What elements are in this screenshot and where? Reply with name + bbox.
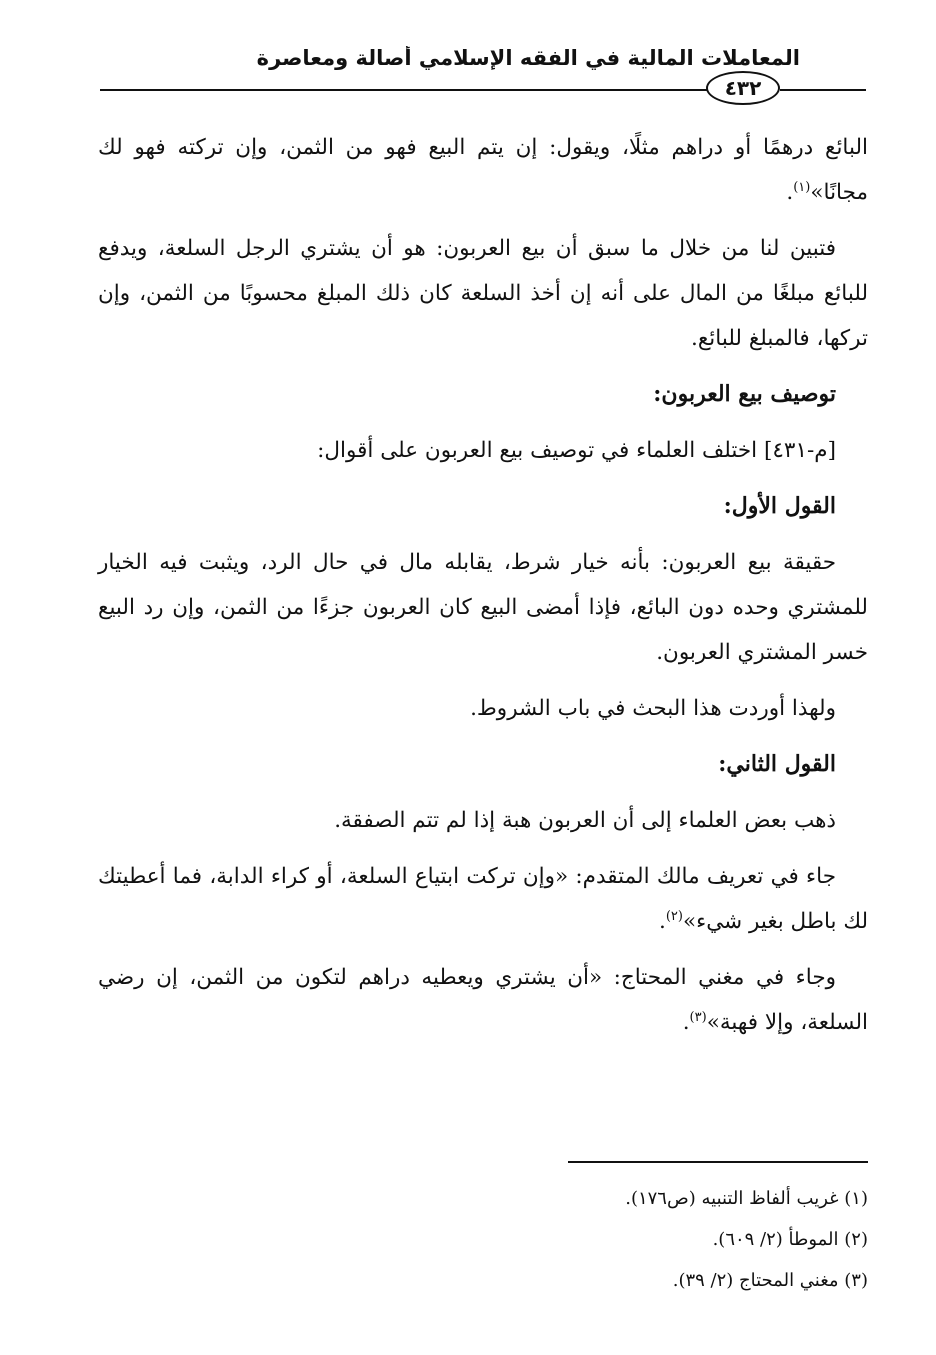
heading-classification: توصيف بيع العربون: (653, 381, 836, 407)
paragraph-6: ذهب بعض العلماء إلى أن العربون هبة إذا لم تتم الصفقة. (334, 808, 836, 833)
paragraph-2: فتبين لنا من خلال ما سبق أن بيع العربون: هو أن يشتري الرجل السلعة، ويدفع للبائع مبلغًا من المال على أنه إن أخذ السلعة كان ذلك المبلغ محسوبًا من الثمن، وإن تركها، فالمبلغ للبائع. (98, 236, 868, 351)
paragraph-1-end: . (786, 180, 794, 205)
footnote-ref-2: (٢) (665, 909, 683, 924)
footnote-2: (٢) الموطأ (٢/ ٦٠٩). (712, 1229, 868, 1250)
paragraph-1-text: البائع درهمًا أو دراهم مثلًا، ويقول: إن يتم البيع فهو من الثمن، وإن تركته فهو لك مجانًا» (98, 135, 868, 205)
footnote-ref-3: (٣) (689, 1010, 707, 1025)
heading-second-opinion: القول الثاني: (718, 751, 836, 777)
header-rule-left (100, 89, 708, 91)
footnote-separator (568, 1161, 868, 1163)
paragraph-8-text: وجاء في مغني المحتاج: «أن يشتري ويعطيه دراهم لتكون من الثمن، إن رضي السلعة، وإلا فهبة» (98, 965, 868, 1035)
footnote-1: (١) غريب ألفاظ التنبيه (ص١٧٦). (625, 1188, 868, 1209)
paragraph-8-end: . (682, 1010, 690, 1035)
page-number: ٤٣٢ (706, 71, 780, 105)
running-title: المعاملات المالية في الفقه الإسلامي أصالة ومعاصرة (256, 46, 800, 70)
paragraph-3: [م-٤٣١] اختلف العلماء في توصيف بيع العربون على أقوال: (317, 438, 836, 463)
paragraph-4: حقيقة بيع العربون: بأنه خيار شرط، يقابله مال في حال الرد، ويثبت فيه الخيار للمشتري وحده دون البائع، فإذا أمضى البيع كان العربون جزءًا من الثمن، وإن رد البيع خسر المشتري العربون. (98, 550, 868, 665)
paragraph-7-text: جاء في تعريف مالك المتقدم: «وإن تركت ابتياع السلعة، أو كراء الدابة، فما أعطيتك لك باطل بغير شيء» (98, 864, 868, 934)
main-text (98, 125, 868, 1056)
footnote-3: (٣) مغني المحتاج (٢/ ٣٩). (672, 1270, 868, 1291)
paragraph-7 (98, 854, 868, 944)
paragraph-8 (98, 955, 868, 1045)
footnote-ref-1: (١) (793, 180, 811, 195)
paragraph-7-end: . (659, 909, 666, 934)
footnotes (300, 1178, 868, 1301)
paragraph-5: ولهذا أوردت هذا البحث في باب الشروط. (470, 696, 836, 721)
header-rule-right (780, 89, 866, 91)
paragraph-1 (98, 125, 868, 215)
heading-first-opinion: القول الأول: (723, 493, 836, 519)
